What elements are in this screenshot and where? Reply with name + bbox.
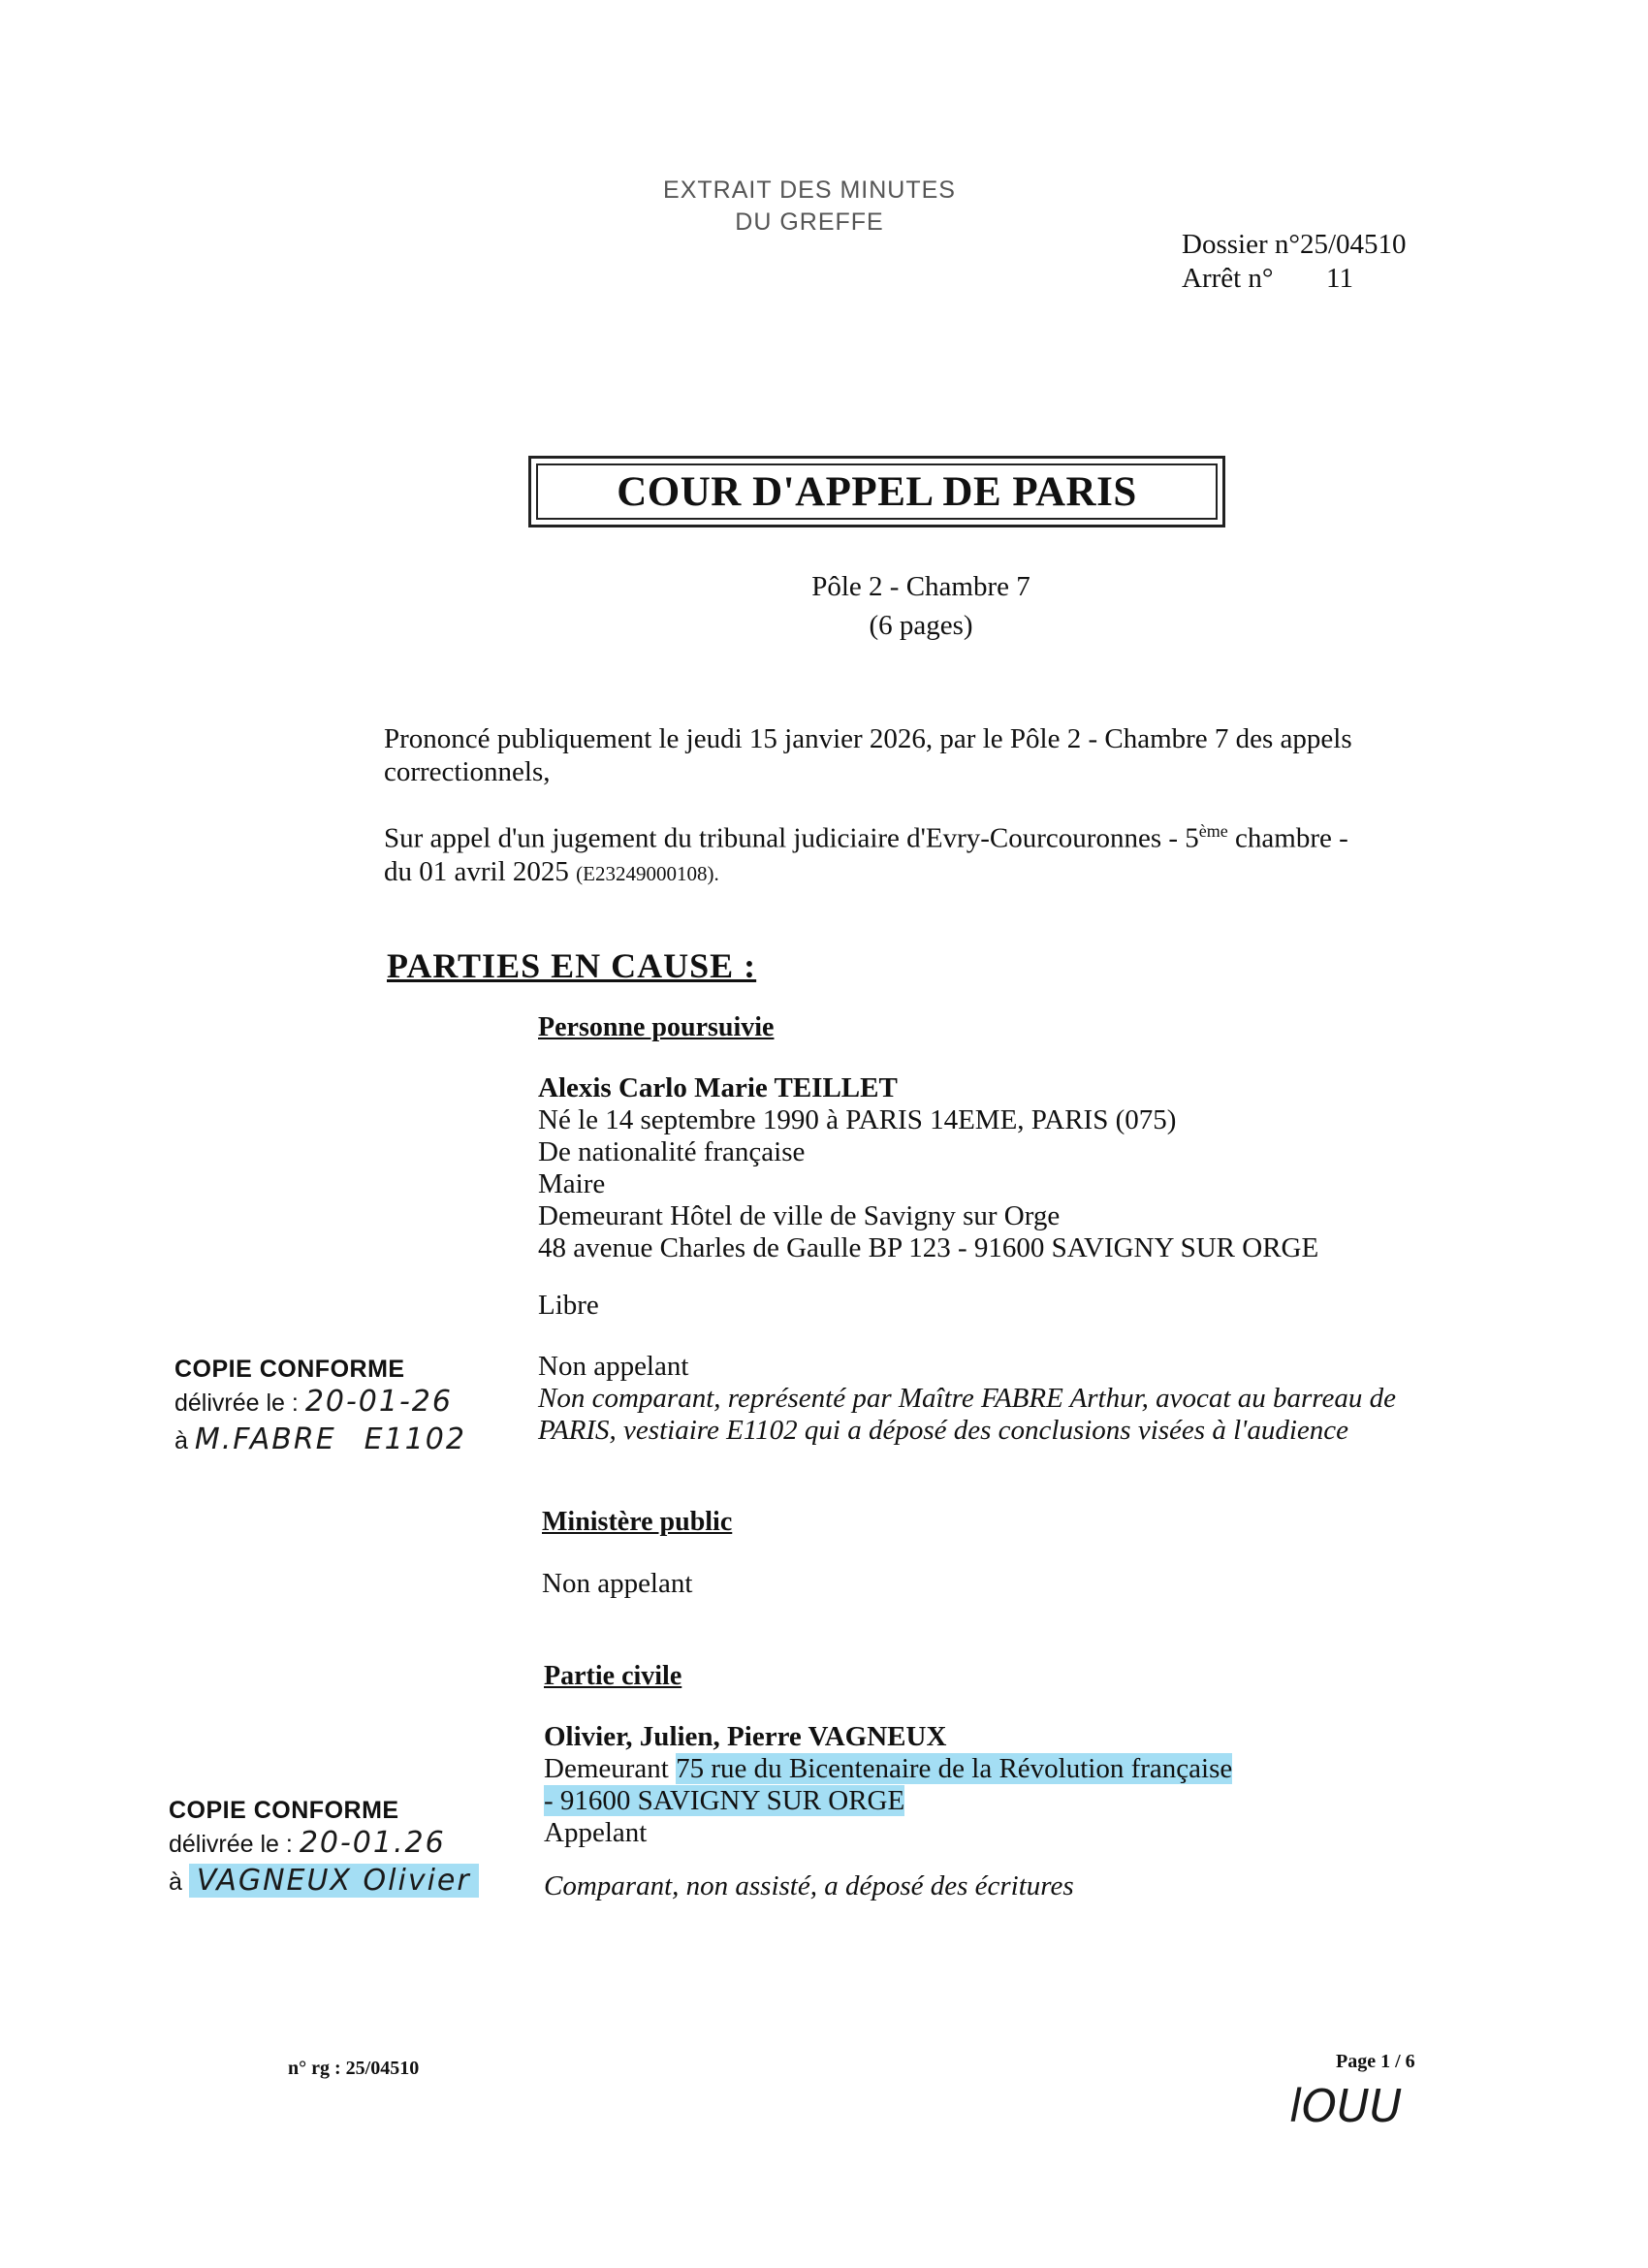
- civil-party-block: [544, 1721, 1232, 1902]
- copy-stamp-1: [174, 1353, 523, 1457]
- arret-line: [1182, 262, 1407, 296]
- prosecution-heading: Ministère public: [542, 1507, 733, 1537]
- copy-stamp-2-date: 20-01.26: [299, 1826, 446, 1860]
- accused-appeal-status: Non appelant: [538, 1351, 689, 1382]
- accused-block: [538, 1072, 1318, 1264]
- appeal-suffix: chambre -: [1227, 822, 1348, 854]
- accused-name: Alexis Carlo Marie TEILLET: [538, 1072, 898, 1103]
- civil-party-address-line-1: [544, 1753, 1232, 1785]
- copy-stamp-2-delivered-label: délivrée le :: [169, 1831, 293, 1858]
- accused-address-1: Demeurant Hôtel de ville de Savigny sur Orge: [538, 1200, 1061, 1231]
- civil-party-heading: Partie civile: [544, 1661, 682, 1691]
- copy-stamp-1-recipient: M.FABRE: [194, 1422, 336, 1456]
- prosecution-appeal-status: Non appelant: [542, 1568, 693, 1599]
- pronounced-paragraph: Prononcé publiquement le jeudi 15 janvier 2026, par le Pôle 2 - Chambre 7 des appels correctionnels,: [384, 723, 1352, 787]
- civil-party-address-line-2: [544, 1785, 1232, 1817]
- copy-stamp-1-to-label: à: [174, 1427, 188, 1454]
- civil-party-address-prefix: Demeurant: [544, 1753, 677, 1784]
- footer-rg: n° rg : 25/04510: [288, 2058, 420, 2079]
- copy-stamp-1-delivered-label: délivrée le :: [174, 1390, 299, 1417]
- greffe-stamp: [591, 175, 1028, 239]
- initials-signature: lOUU: [1289, 2080, 1403, 2132]
- footer-page: Page 1 / 6: [1336, 2051, 1415, 2072]
- chamber-label: Pôle 2 - Chambre 7: [811, 571, 1030, 602]
- appeal-date: du 01 avril 2025: [384, 855, 569, 887]
- civil-party-presence: Comparant, non assisté, a déposé des écritures: [544, 1870, 1074, 1901]
- civil-party-appeal-status: Appelant: [544, 1817, 648, 1848]
- court-title: COUR D'APPEL DE PARIS: [536, 463, 1218, 520]
- copy-stamp-2-recipient: VAGNEUX Olivier: [189, 1864, 479, 1898]
- court-title-box: [528, 456, 1225, 527]
- civil-party-address-2: - 91600 SAVIGNY SUR ORGE: [544, 1785, 905, 1816]
- chamber-block: [630, 567, 1212, 645]
- accused-heading: Personne poursuivie: [538, 1012, 775, 1042]
- copy-stamp-2-title: COPIE CONFORME: [169, 1797, 399, 1824]
- civil-party-name: Olivier, Julien, Pierre VAGNEUX: [544, 1721, 947, 1752]
- appeal-ref: (E23249000108).: [576, 861, 719, 885]
- arret-label: Arrêt n°: [1182, 263, 1274, 294]
- dossier-block: [1182, 228, 1407, 296]
- arret-number: 11: [1326, 263, 1353, 294]
- accused-status: Libre: [538, 1290, 599, 1321]
- appeal-sup: ème: [1198, 821, 1228, 841]
- appeal-prefix: Sur appel d'un jugement du tribunal judiciaire d'Evry-Courcouronnes - 5: [384, 822, 1199, 854]
- accused-address-2: 48 avenue Charles de Gaulle BP 123 - 91600 SAVIGNY SUR ORGE: [538, 1232, 1319, 1263]
- dossier-number: Dossier n°25/04510: [1182, 229, 1407, 260]
- bleed-through: [679, 330, 1260, 427]
- copy-stamp-2: [169, 1794, 537, 1899]
- stamp-line-1: EXTRAIT DES MINUTES: [663, 176, 956, 204]
- appeal-paragraph: [384, 815, 1465, 890]
- accused-nationality: De nationalité française: [538, 1136, 806, 1167]
- copy-stamp-1-date: 20-01-26: [304, 1385, 453, 1419]
- parties-heading: PARTIES EN CAUSE :: [387, 946, 757, 985]
- accused-profession: Maire: [538, 1168, 606, 1199]
- civil-party-address-1: 75 rue du Bicentenaire de la Révolution française: [676, 1753, 1233, 1784]
- accused-representation-2: PARIS, vestiaire E1102 qui a déposé des conclusions visées à l'audience: [538, 1415, 1349, 1446]
- copy-stamp-2-to-label: à: [169, 1869, 182, 1896]
- stamp-line-2: DU GREFFE: [735, 208, 884, 236]
- page-count: (6 pages): [869, 610, 973, 641]
- accused-appeal-block: [538, 1351, 1396, 1447]
- accused-representation-1: Non comparant, représenté par Maître FABRE Arthur, avocat au barreau de: [538, 1383, 1396, 1414]
- copy-stamp-1-title: COPIE CONFORME: [174, 1356, 405, 1383]
- copy-stamp-1-note: E1102: [364, 1422, 466, 1456]
- accused-birth: Né le 14 septembre 1990 à PARIS 14EME, PARIS (075): [538, 1104, 1177, 1135]
